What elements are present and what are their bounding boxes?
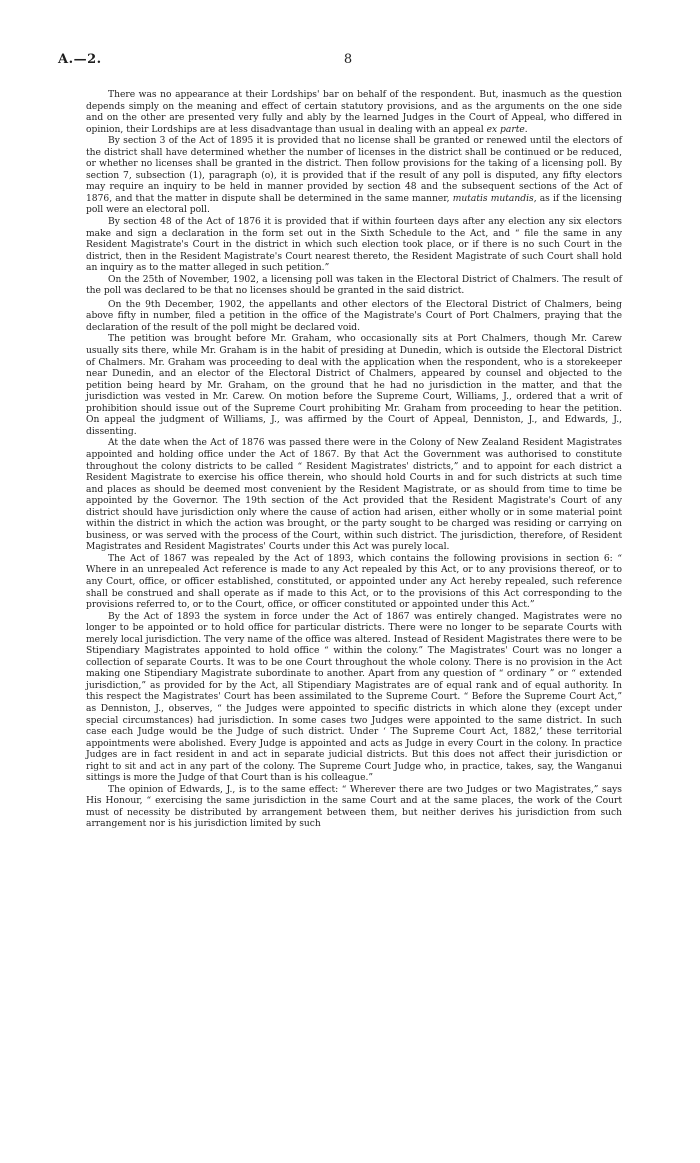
document-code: A.—2.	[58, 52, 102, 67]
paragraph-section-3: By section 3 of the Act of 1895 it is provided that no license shall be granted or renewed until the electors of the district shall have determined whether the number of licenses in the district shall be continued or be reduced, or whether no licenses shall be granted in the district. Then follow provisions for the taking of a licensing poll. By section 7, subsection (1), paragraph (o), it is provided that if the result of any poll is disputed, any fifty electors may require an inquiry to be held in manner provided by section 48 and the subsequent sections of the Act of 1876, and that the matter in dispute shall be determined in the same manner, mutatis mutandis, as if the licensing poll were an electoral poll.	[86, 136, 622, 216]
paragraph-section-48: By section 48 of the Act of 1876 it is provided that if within fourteen days after any election any six electors make and sign a declaration in the form set out in the Sixth Schedule to the Act, and “ file the same in any Resident Magistrate's Court in the district in which such election took place, or if there is no such Court in the district, then in the Resident Magistrate's Court nearest thereto, the Resident Magistrate of such Court shall hold an inquiry as to the matter alleged in such petition.”	[86, 217, 622, 274]
paragraph-petition-filed: On the 9th December, 1902, the appellants and other electors of the Electoral District of Chalmers, being above fifty in number, filed a petition in the office of the Magistrate's Court of Port Chalmers, praying that the declaration of the result of the poll might be declared void.	[86, 299, 622, 333]
paragraph-act-1867-repealed: The Act of 1867 was repealed by the Act of 1893, which contains the following provisions in section 6: “ Where in an unrepealed Act reference is made to any Act repealed by this Act, or to any provisions thereof, or to any Court, office, or officer established, constituted, or appointed under any Act hereby repealed, such reference shall be construed and shall operate as if made to this Act, or to the provisions of this Act corresponding to the provisions referred to, or to the Court, office, or officer constituted or appointed under this Act.”	[86, 553, 622, 611]
paragraph-licensing-poll: On the 25th of November, 1902, a licensing poll was taken in the Electoral District of Chalmers. The result of the poll was declared to be that no licenses should be granted in the said district.	[86, 274, 622, 297]
page-header	[58, 52, 638, 72]
paragraph-petition-hearing: The petition was brought before Mr. Graham, who occasionally sits at Port Chalmers, though Mr. Carew usually sits there, while Mr. Graham is in the habit of presiding at Dunedin, which is outside the Electoral District of Chalmers. Mr. Graham was proceeding to deal with the application when the respondent, who is a storekeeper near Dunedin, and an elector of the Electoral District of Chalmers, appeared by counsel and objected to the petition being heard by Mr. Graham, on the ground that he had no jurisdiction in the matter, and that the jurisdiction was vested in Mr. Carew. On motion before the Supreme Court, Williams, J., ordered that a writ of prohibition should issue out of the Supreme Court prohibiting Mr. Graham from proceeding to hear the petition. On appeal the judgment of Williams, J., was affirmed by the Court of Appeal, Denniston, J., and Edwards, J., dissenting.	[86, 334, 622, 437]
paragraph-act-1893: By the Act of 1893 the system in force under the Act of 1867 was entirely changed. Magistrates were no longer to be appointed or to hold office for particular districts. There were no longer to be separate Courts with merely local jurisdiction. The very name of the office was altered. Instead of Resident Magistrates there were to be Stipendiary Magistrates appointed to hold office “ within the colony.” The Magistrates' Court was no longer a collection of separate Courts. It was to be one Court throughout the whole colony. There is no provision in the Act making one Stipendiary Magistrate subordinate to another. Apart from any question of “ ordinary ” or “ extended jurisdiction,” as provided for by the Act, all Stipendiary Magistrates are of equal rank and of equal authority. In this respect the Magistrates' Court has been assimilated to the Supreme Court. “ Before the Supreme Court Act,” as Denniston, J., observes, “ the Judges were appointed to specific districts in which alone they (except under special circumstances) had jurisdiction. In some cases two Judges were appointed to the same district. In such case each Judge would be the Judge of such district. Under ‘ The Supreme Court Act, 1882,’ these territorial appointments were abolished. Every Judge is appointed and acts as Judge in every Court in the colony. In practice Judges are in fact resident in and act in separate judicial districts. But this does not affect their jurisdiction or right to sit and act in any part of the colony. The Supreme Court Judge who, in practice, takes, say, the Wanganui sittings is more the Judge of that Court than is his colleague.”	[86, 611, 622, 784]
paragraph-appearance: There was no appearance at their Lordships' bar on behalf of the respondent. But, inasmuch as the question depends simply on the meaning and effect of certain statutory provisions, and as the arguments on the one side and on the other are presented very fully and ably by the learned Judges in the Court of Appeal, who differed in opinion, their Lordships are at less disadvantage than usual in dealing with an appeal ex parte.	[86, 90, 622, 135]
paragraph-edwards-opinion: The opinion of Edwards, J., is to the same effect: “ Wherever there are two Judges or two Magistrates,” says His Honour, “ exercising the same jurisdiction in the same Court and at the same places, the work of the Court must of necessity be distributed by arrangement between them, but neither derives his jurisdiction from such arrangement nor is his jurisdiction limited by such	[86, 784, 622, 830]
paragraph-act-1876: At the date when the Act of 1876 was passed there were in the Colony of New Zealand Resident Magistrates appointed and holding office under the Act of 1867. By that Act the Government was authorised to constitute throughout the colony districts to be called “ Resident Magistrates' districts,” and to appoint for each district a Resident Magistrate to exercise his office therein, who should hold Courts in and for such districts at such time and places as should be deemed most convenient by the Resident Magistrate, or as should from time to time be appointed by the Governor. The 19th section of the Act provided that the Resident Magistrate's Court of any district should have jurisdiction only where the cause of action had arisen, either wholly or in some material point within the district in which the action was brought, or the party sought to be charged was residing or carrying on business, or was served with the process of the Court, within such district. The jurisdiction, therefore, of Resident Magistrates and Resident Magistrates' Courts under this Act was purely local.	[86, 438, 622, 553]
page-number: 8	[343, 52, 353, 67]
document-body	[86, 90, 622, 831]
